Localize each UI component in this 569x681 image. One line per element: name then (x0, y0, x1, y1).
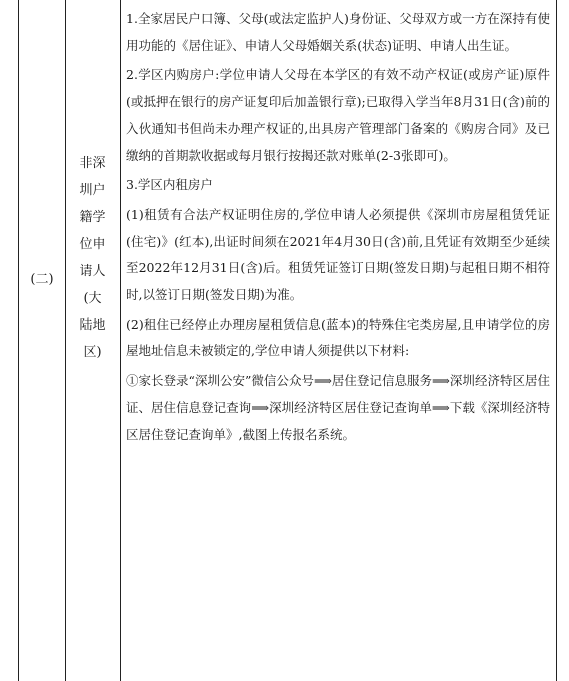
requirement-paragraph: 1.全家居民户口簿、父母(或法定监护人)身份证、父母双方或一方在深持有使用功能的《居住证》、申请人父母婚姻关系(状态)证明、申请人出生证。 (126, 11, 550, 53)
requirement-paragraph: 2.学区内购房户:学位申请人父母在本学区的有效不动产权证(或房产证)原件(或抵押在银行的房产证复印后加盖银行章);已取得入学当年8月31日(含)前的入伙通知书但尚未办理产权证的,出具房产管理部门备案的《购房合同》及已缴纳的首期款收据或每月银行按揭还款对账单(2-3张即可)。 (126, 67, 550, 163)
requirement-paragraph: (1)租赁有合法产权证明住房的,学位申请人必须提供《深圳市房屋租赁凭证(住宅)》(红本),出证时间须在2021年4月30日(含)前,且凭证有效期至少延续至2022年12月31日(含)后。租赁凭证签订日期(签发日期)与起租日期不相符时,以签订日期(签发日期)为准。 (126, 206, 550, 303)
category-label-line: 非深 (79, 156, 106, 171)
category-label (65, 150, 120, 366)
category-label-line: 圳户 (79, 183, 106, 198)
column-divider (120, 0, 121, 681)
category-label-line: 请人 (79, 264, 106, 279)
category-label-line: (大 (83, 291, 102, 306)
row-number: (二) (30, 272, 54, 287)
requirement-paragraph: 3.学区内租房户 (126, 177, 213, 193)
requirements-table (18, 0, 557, 681)
requirement-paragraph: (2)租住已经停止办理房屋租赁信息(蓝本)的特殊住宅类房屋,且申请学位的房屋地址信息未被锁定的,学位申请人须提供以下材料: (126, 316, 550, 359)
requirements-text (126, 6, 550, 448)
category-label-line: 区) (83, 345, 102, 360)
category-label-line: 籍学 (79, 210, 106, 225)
requirement-paragraph: ①家长登录“深圳公安”微信公众号⟹居住登记信息服务⟹深圳经济特区居住证、居住信息登记查询⟹深圳经济特区居住登记查询单⟹下载《深圳经济特区居住登记查询单》,截图上传报名系统。 (126, 373, 550, 442)
category-label-line: 位申 (79, 237, 106, 252)
category-label-line: 陆地 (79, 318, 106, 333)
